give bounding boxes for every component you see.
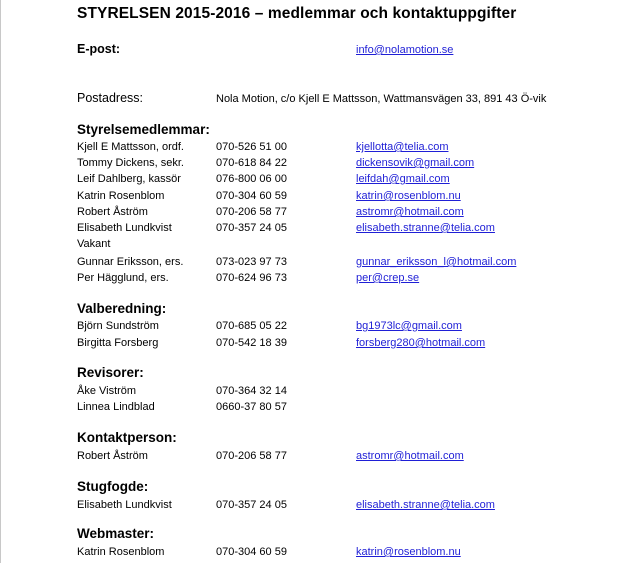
member-phone: 070-304 60 59 — [216, 190, 287, 202]
table-row — [0, 222, 637, 238]
section-heading-caretaker: Stugfogde: — [77, 479, 149, 494]
member-phone: 073-023 97 73 — [216, 256, 287, 268]
member-email-link[interactable]: katrin@rosenblom.nu — [356, 546, 461, 558]
email-link[interactable]: info@nolamotion.se — [356, 44, 454, 56]
member-name: Per Hägglund, ers. — [77, 272, 169, 284]
member-email-link[interactable]: elisabeth.stranne@telia.com — [356, 222, 495, 234]
member-phone: 070-618 84 22 — [216, 157, 287, 169]
member-email-link[interactable]: per@crep.se — [356, 272, 420, 284]
table-row — [0, 499, 637, 515]
table-row — [0, 320, 637, 336]
member-name: Katrin Rosenblom — [77, 190, 165, 202]
table-row — [0, 190, 637, 206]
member-email-link[interactable]: kjellotta@telia.com — [356, 141, 449, 153]
member-name: Tommy Dickens, sekr. — [77, 157, 184, 169]
member-phone: 070-357 24 05 — [216, 499, 287, 511]
member-phone: 070-526 51 00 — [216, 141, 287, 153]
member-email-link[interactable]: astromr@hotmail.com — [356, 450, 464, 462]
member-phone: 070-304 60 59 — [216, 546, 287, 558]
member-name: Katrin Rosenblom — [77, 546, 165, 558]
page-title: STYRELSEN 2015-2016 – medlemmar och kontaktuppgifter — [77, 5, 517, 22]
member-email-link[interactable]: gunnar_eriksson_l@hotmail.com — [356, 256, 517, 268]
member-phone: 070-357 24 05 — [216, 222, 287, 234]
member-email-link[interactable]: katrin@rosenblom.nu — [356, 190, 461, 202]
member-name: Gunnar Eriksson, ers. — [77, 256, 184, 268]
table-row — [0, 141, 637, 157]
member-phone: 070-685 05 22 — [216, 320, 287, 332]
member-name: Elisabeth Lundkvist — [77, 222, 172, 234]
table-row — [0, 450, 637, 466]
member-email-link[interactable]: bg1973lc@gmail.com — [356, 320, 462, 332]
table-row — [0, 173, 637, 189]
member-name: Birgitta Forsberg — [77, 337, 159, 349]
section-heading-nomination: Valberedning: — [77, 301, 167, 316]
member-name: Linnea Lindblad — [77, 401, 155, 413]
postal-address: Nola Motion, c/o Kjell E Mattsson, Wattmansvägen 33, 891 43 Ö-vik — [216, 93, 547, 105]
member-name: Björn Sundström — [77, 320, 159, 332]
table-row — [0, 337, 637, 353]
member-phone: 076-800 06 00 — [216, 173, 287, 185]
section-heading-contact: Kontaktperson: — [77, 430, 177, 445]
table-row — [0, 546, 637, 562]
member-name: Kjell E Mattsson, ordf. — [77, 141, 184, 153]
member-phone: 070-624 96 73 — [216, 272, 287, 284]
member-name: Åke Viström — [77, 385, 137, 397]
member-name: Elisabeth Lundkvist — [77, 499, 172, 511]
member-phone: 070-206 58 77 — [216, 206, 287, 218]
member-email-link[interactable]: forsberg280@hotmail.com — [356, 337, 486, 349]
table-row — [0, 272, 637, 288]
member-name: Leif Dahlberg, kassör — [77, 173, 181, 185]
member-phone: 070-364 32 14 — [216, 385, 287, 397]
table-row — [0, 385, 637, 401]
member-phone: 070-206 58 77 — [216, 450, 287, 462]
member-name: Vakant — [77, 238, 111, 250]
member-name: Robert Åström — [77, 450, 148, 462]
email-label: E-post: — [77, 42, 121, 56]
member-email-link[interactable]: dickensovik@gmail.com — [356, 157, 475, 169]
section-heading-auditors: Revisorer: — [77, 365, 144, 380]
table-row — [0, 206, 637, 222]
section-heading-board: Styrelsemedlemmar: — [77, 122, 210, 137]
section-heading-webmaster: Webmaster: — [77, 526, 155, 541]
member-name: Robert Åström — [77, 206, 148, 218]
table-row — [0, 401, 637, 417]
member-email-link[interactable]: astromr@hotmail.com — [356, 206, 464, 218]
table-row — [0, 238, 637, 254]
table-row — [0, 256, 637, 272]
member-phone: 0660-37 80 57 — [216, 401, 287, 413]
postal-label: Postadress: — [77, 91, 144, 105]
member-email-link[interactable]: leifdah@gmail.com — [356, 173, 450, 185]
member-email-link[interactable]: elisabeth.stranne@telia.com — [356, 499, 495, 511]
table-row — [0, 157, 637, 173]
member-phone: 070-542 18 39 — [216, 337, 287, 349]
